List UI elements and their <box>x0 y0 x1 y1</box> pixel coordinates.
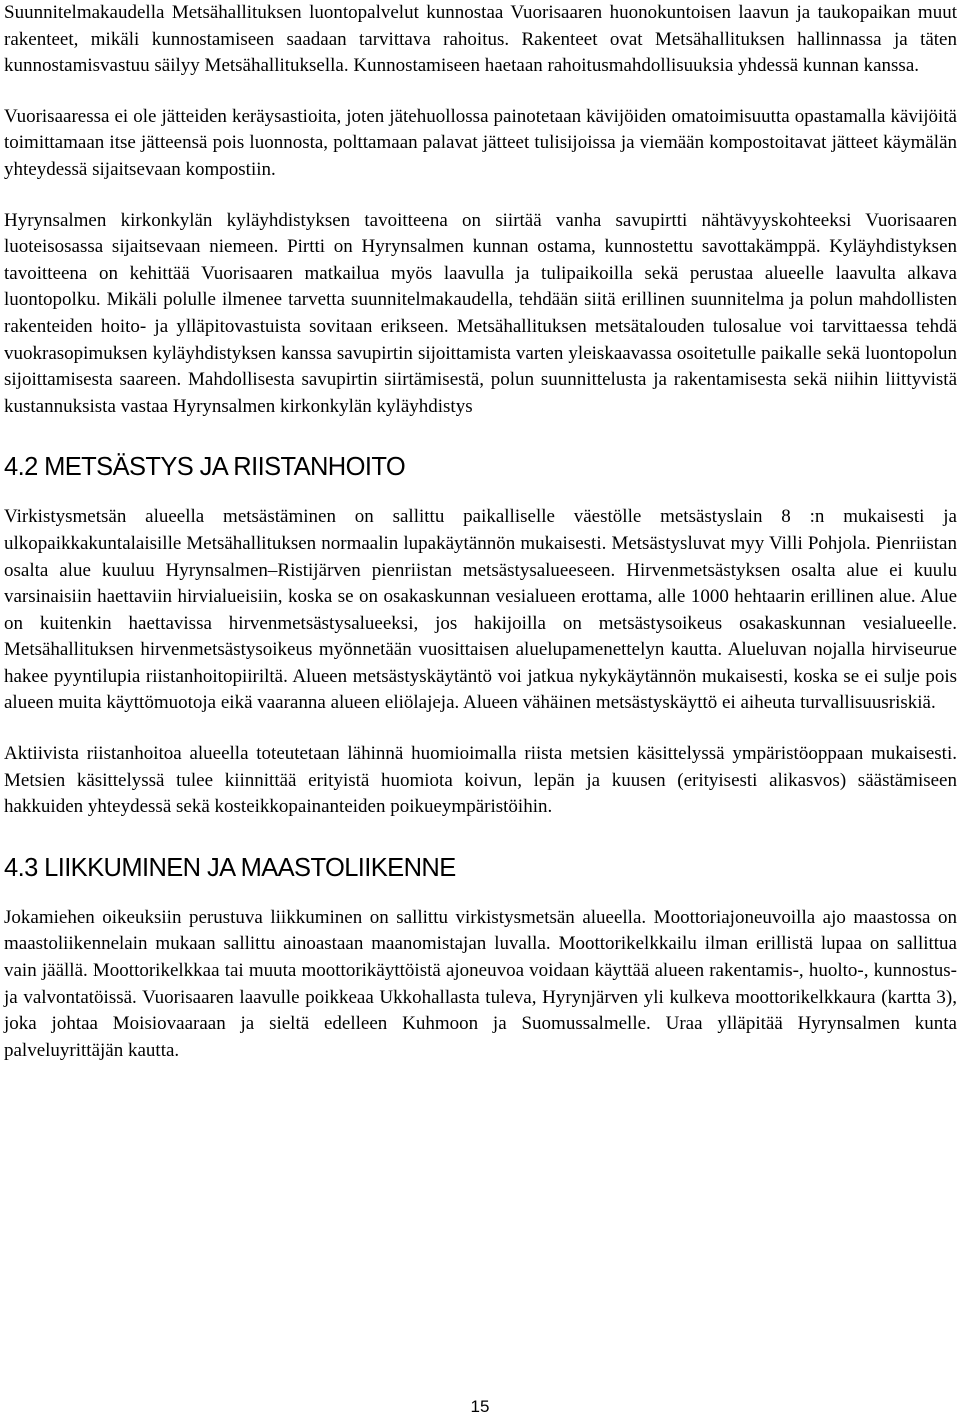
paragraph-waste-management: Vuorisaaressa ei ole jätteiden keräysastioita, joten jätehuollossa painotetaan kävijöiden omatoimisuutta opastamalla kävijöitä toimittamaan itse jätteensä pois luonnosta, polttamaan palavat jätteet tulisijoissa ja viemään kompostoitavat jätteet käymälän yhteydessä sijaitsevaan kompostiin. <box>4 105 957 180</box>
paragraph-off-road-traffic: Jokamiehen oikeuksiin perustuva liikkuminen on sallittu virkistysmetsän alueella. Moottoriajoneuvoilla ajo maastossa on maastoliikennelain mukaan sallittu ainoastaan maanomistajan luvalla. Moottorikelkkailu ilman erillistä lupaa on sallittua vain jäällä. Moottorikelkkaa tai muuta moottorikäyttöistä ajoneuvoa voidaan käyttää alueen rakentamis-, huolto-, kunnostus- ja valvontatöissä. Vuorisaaren laavulle poikkeaa Ukkohallasta tuleva, Hyrynjärven yli kulkeva moottorikelkkaura (kartta 3), joka johtaa Moisiovaaraan ja sieltä edelleen Kuhmoon ja Suomussalmelle. Uraa ylläpitää Hyrynsalmen kunta palveluyrittäjän kautta. <box>4 906 957 1061</box>
section-heading-hunting: 4.2 METSÄSTYS JA RIISTANHOITO <box>4 453 406 482</box>
paragraph-hunting: Virkistysmetsän alueella metsästäminen on sallittu paikalliselle väestölle metsästyslain 8 :n mukaisesti ja ulkopaikkakuntalaisille Metsähallituksen normaalin lupakäytännön mukaisesti. Metsästysluvat myy Villi Pohjola. Pienriistan osalta alue kuuluu Hyrynsalmen–Ristijärven pienriistan metsästysalueeseen. Hirvenmetsästyksen osalta alue ei kuulu varsinaisiin haettaviin hirvialueisiin, koska se on osakaskunnan vesialueen erottama, alle 1000 hehtaarin erillinen alue. Alue on kuitenkin haettavissa hirvenmetsästysalueeksi, jos hakijoilla on metsästysoikeus osakaskunnan vesialueelle. Metsähallituksen hirvenmetsästysoikeus myönnetään vuosittaisen aluelupamenettelyn kautta. Alueluvan nojalla hirviseurue hakee pyyntilupia riistanhoitopiiriltä. Alueen metsästyskäytäntö voi jatkua nykykäytännön mukaisesti, koska se ei sulje pois alueen muita käyttömuotoja eikä vaaranna alueen eliölajeja. Alueen vähäinen metsästyskäyttö ei aiheuta turvallisuusriskiä. <box>4 506 957 714</box>
section-heading-traffic: 4.3 LIIKKUMINEN JA MAASTOLIIKENNE <box>4 853 456 882</box>
page-number: 15 <box>470 1397 490 1416</box>
paragraph-renovation: Suunnitelmakaudella Metsähallituksen luontopalvelut kunnostaa Vuorisaaren huonokuntoisen laavun ja taukopaikan muut rakenteet, mikäli kunnostamiseen saadaan tarvittava rahoitus. Rakenteet ovat Metsähallituksen hallinnassa ja täten kunnostamisvastuu säilyy Metsähallituksella. Kunnostamiseen haetaan rahoitusmahdollisuuksia yhdessä kunnan kanssa. <box>4 2 957 77</box>
paragraph-smoke-cabin: Hyrynsalmen kirkonkylän kyläyhdistyksen tavoitteena on siirtää vanha savupirtti nähtävyyskohteeksi Vuorisaaren luoteisosassa sijaitsevaan niemeen. Pirtti on Hyrynsalmen kunnan ostama, kunnostettu savottakämppä. Kyläyhdistyksen tavoitteena on kehittää Vuorisaaren matkailua myös laavulla ja tulipaikoilla sekä perustaa alueelle laavulta alkava luontopolku. Mikäli polulle ilmenee tarvetta suunnitelmakaudella, tehdään siitä erillinen suunnitelma ja polun mahdollisten rakenteiden hoito- ja ylläpitovastuista sovitaan erikseen. Metsähallituksen metsätalouden tulosalue voi tarvittaessa tehdä vuokrasopimuksen kyläyhdistyksen kanssa savupirtin sijoittamista varten yleiskaavassa osoitetulle paikalle sekä luontopolun sijoittamisesta saareen. Mahdollisesta savupirtin siirtämisestä, polun suunnittelusta ja rakentamisesta sekä niihin liittyvistä kustannuksista vastaa Hyrynsalmen kirkonkylän kyläyhdistys <box>4 209 957 417</box>
paragraph-game-management: Aktiivista riistanhoitoa alueella toteutetaan lähinnä huomioimalla riista metsien käsittelyssä ympäristöoppaan mukaisesti. Metsien käsittelyssä tulee kiinnittää erityistä huomiota koivun, lepän ja kuusen (erityisesti alikasvos) säästämiseen hakkuiden yhteydessä sekä kosteikkopainanteiden poikueympäristöihin. <box>4 743 957 818</box>
page-body <box>4 0 957 1064</box>
